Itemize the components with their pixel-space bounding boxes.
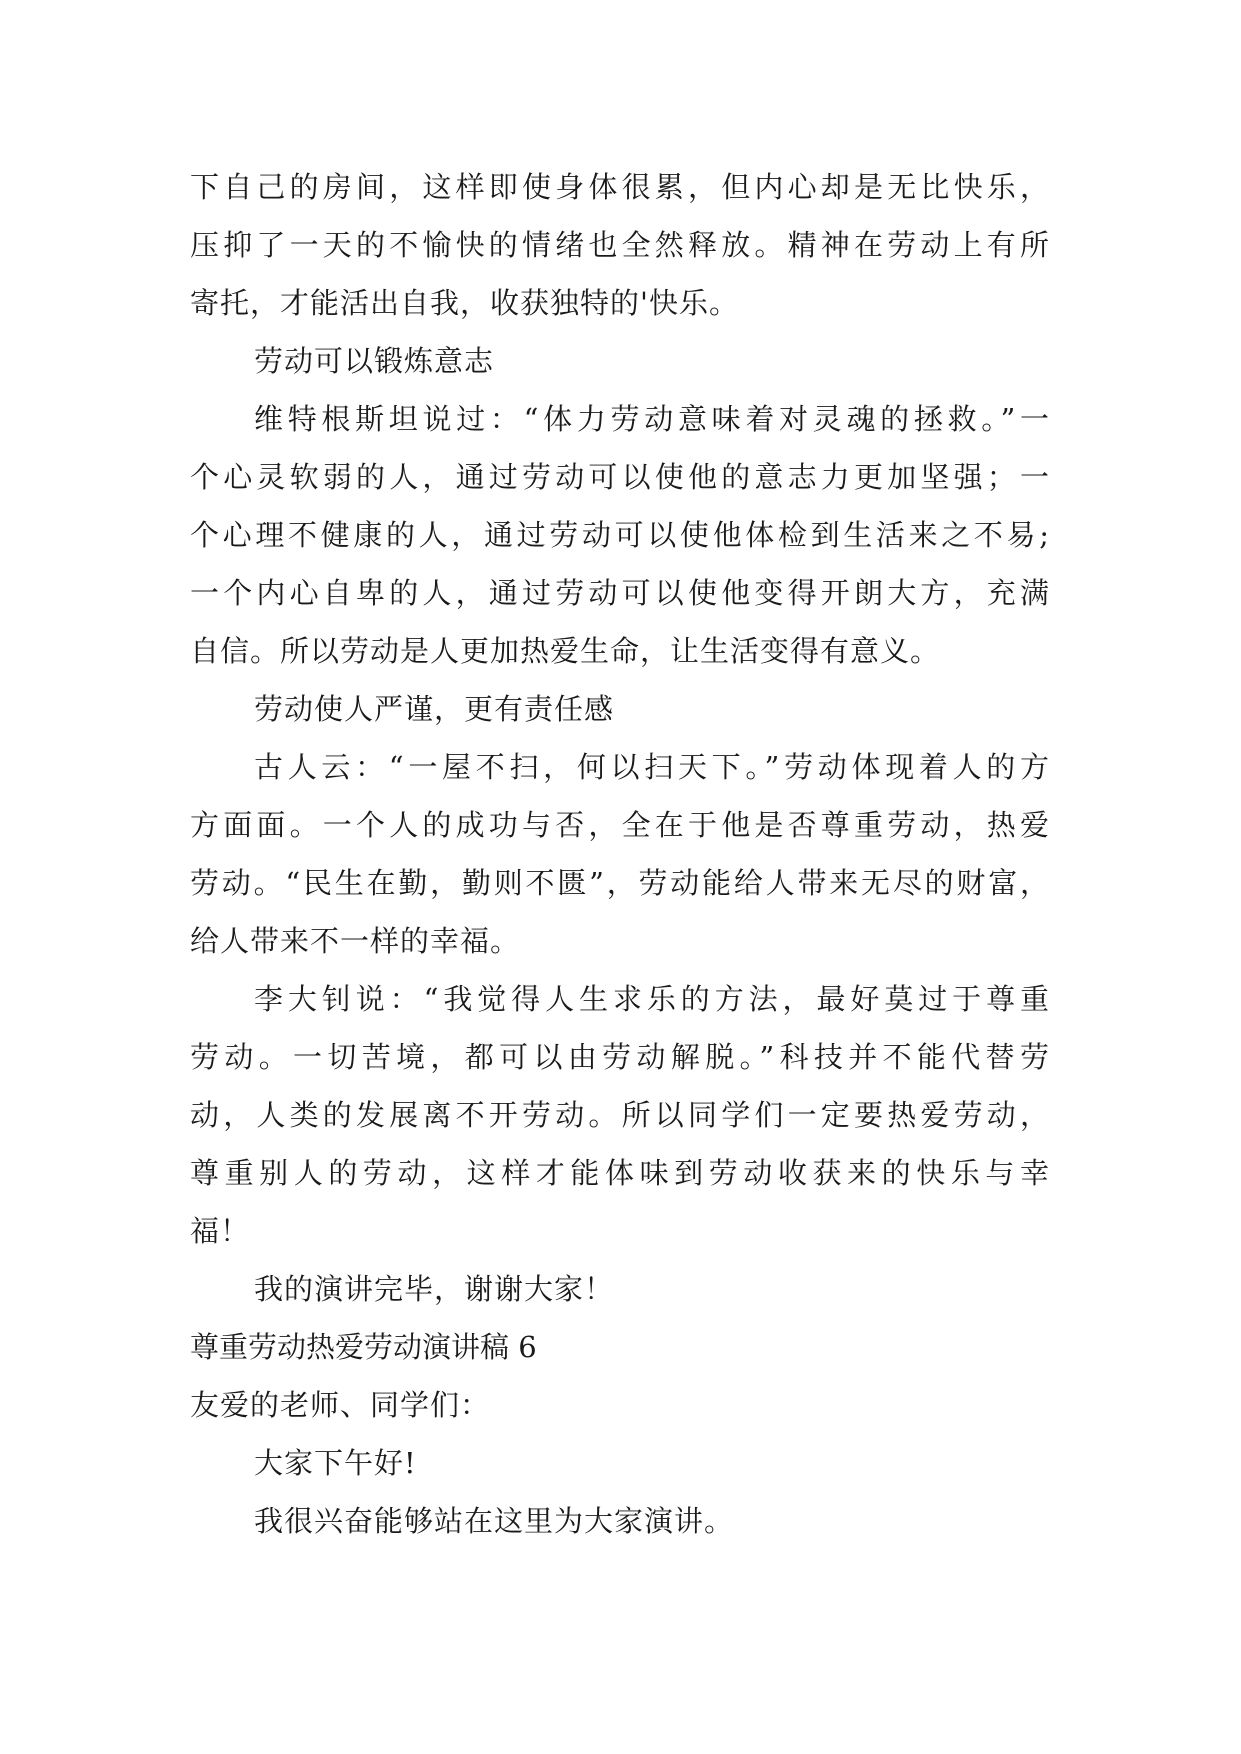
body-text-line: 古人云：“一屋不扫，何以扫天下。”劳动体现着人的方 [254,750,1050,784]
body-text-line: 我的演讲完毕，谢谢大家！ [254,1272,615,1306]
section-heading: 劳动使人严谨，更有责任感 [254,692,615,726]
body-text-line: 压抑了一天的不愉快的情绪也全然释放。精神在劳动上有所 [190,228,1050,262]
body-text-line: 我很兴奋能够站在这里为大家演讲。 [254,1504,735,1538]
body-text-line: 福！ [190,1214,251,1248]
body-text-line: 寄托，才能活出自我，收获独特的'快乐。 [190,286,739,320]
section-heading: 劳动可以锻炼意志 [254,344,495,378]
body-text-line: 李大钊说：“我觉得人生求乐的方法，最好莫过于尊重 [254,982,1050,1016]
body-text-line: 动，人类的发展离不开劳动。所以同学们一定要热爱劳动， [190,1098,1050,1132]
body-text-line: 个心理不健康的人，通过劳动可以使他体检到生活来之不易; [190,518,1050,552]
body-text-line: 劳动。“民生在勤，勤则不匮”，劳动能给人带来无尽的财富， [190,866,1050,900]
body-text-line: 一个内心自卑的人，通过劳动可以使他变得开朗大方，充满 [190,576,1050,610]
body-text-line: 维特根斯坦说过：“体力劳动意味着对灵魂的拯救。”一 [254,402,1050,436]
body-text-line: 劳动。一切苦境，都可以由劳动解脱。”科技并不能代替劳 [190,1040,1050,1074]
body-text-line: 个心灵软弱的人，通过劳动可以使他的意志力更加坚强；一 [190,460,1050,494]
body-text-line: 给人带来不一样的幸福。 [190,924,521,958]
speech-title: 尊重劳动热爱劳动演讲稿 6 [190,1330,537,1364]
salutation: 友爱的老师、同学们： [190,1388,491,1422]
body-text-line: 下自己的房间，这样即使身体很累，但内心却是无比快乐， [190,170,1050,204]
body-text-line: 自信。所以劳动是人更加热爱生命，让生活变得有意义。 [190,634,941,668]
greeting: 大家下午好! [254,1446,417,1480]
body-text-line: 方面面。一个人的成功与否，全在于他是否尊重劳动，热爱 [190,808,1050,842]
body-text-line: 尊重别人的劳动，这样才能体味到劳动收获来的快乐与幸 [190,1156,1050,1190]
